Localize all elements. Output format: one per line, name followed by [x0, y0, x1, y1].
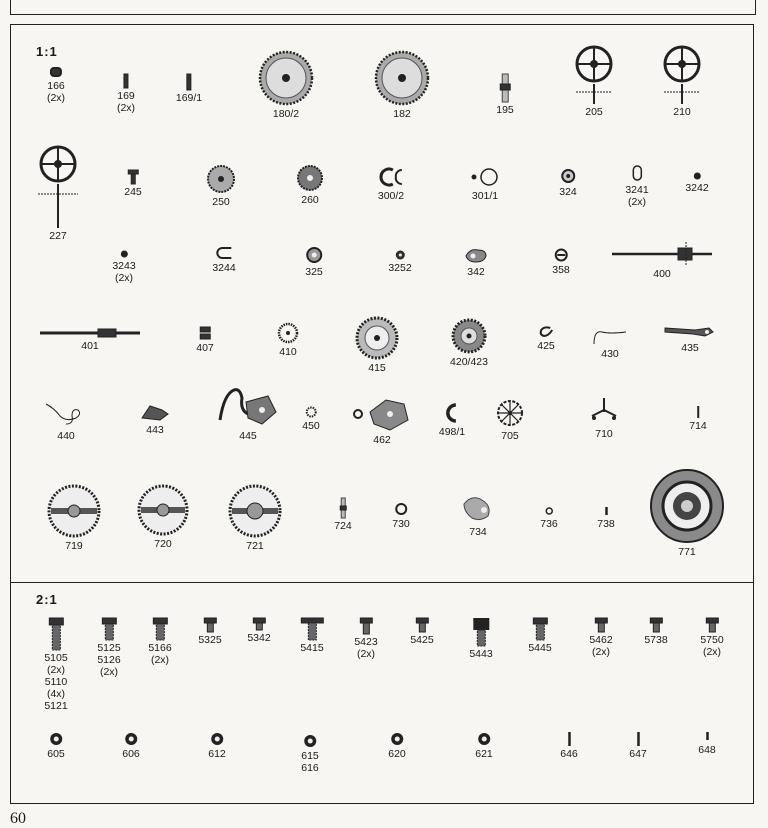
part-719-illustration: [47, 484, 101, 538]
top-frame-edge: [10, 0, 756, 15]
part-705: [495, 398, 525, 442]
part-label: 410: [279, 346, 297, 358]
part-615: [301, 734, 319, 774]
part-label: 615 616: [301, 750, 319, 774]
part-205-illustration: [574, 44, 614, 104]
part-245: [124, 170, 142, 198]
part-166: [47, 66, 65, 104]
part-label: 5415: [300, 642, 324, 654]
part-label: 445: [239, 430, 257, 442]
part-label: 342: [467, 266, 485, 278]
part-358: [552, 248, 570, 276]
part-342-illustration: [464, 246, 488, 264]
part-5445: [528, 618, 551, 654]
part-5423: [354, 618, 377, 660]
part-400-illustration: [612, 242, 712, 266]
part-label: 5425: [410, 634, 434, 646]
part-736-illustration: [544, 506, 554, 516]
part-721-illustration: [228, 484, 282, 538]
part-label: 401: [81, 340, 99, 352]
part-label: 620: [388, 748, 406, 760]
part-3242-illustration: [693, 172, 701, 180]
part-label: 646: [560, 748, 578, 760]
part-498-1-illustration: [442, 402, 462, 424]
part-5415: [300, 618, 323, 654]
part-734-illustration: [462, 494, 494, 524]
part-label: 5166 (2x): [148, 642, 172, 666]
part-label: 621: [475, 748, 493, 760]
part-430-illustration: [592, 326, 628, 346]
part-label: 450: [302, 420, 320, 432]
part-169: [117, 74, 135, 114]
part-label: 724: [334, 520, 352, 532]
part-label: 738: [597, 518, 615, 530]
part-407: [196, 326, 214, 354]
part-label: 5342: [247, 632, 271, 644]
part-label: 435: [681, 342, 699, 354]
part-612: [208, 732, 226, 760]
part-462-illustration: [352, 396, 412, 432]
part-730-illustration: [394, 502, 408, 516]
part-3252: [388, 250, 411, 274]
part-label: 358: [552, 264, 570, 276]
part-621-illustration: [477, 732, 491, 746]
part-300-2: [378, 166, 404, 202]
part-label: 647: [629, 748, 647, 760]
part-210: [662, 44, 702, 118]
part-5166: [148, 618, 171, 666]
part-407-illustration: [199, 326, 211, 340]
part-771: [649, 468, 725, 558]
part-606-illustration: [124, 732, 138, 746]
part-label: 415: [368, 362, 386, 374]
part-195-illustration: [499, 74, 511, 102]
part-label: 612: [208, 748, 226, 760]
part-label: 5125 5126 (2x): [97, 642, 121, 678]
part-445-illustration: [218, 384, 278, 428]
part-5738-illustration: [650, 618, 662, 632]
part-label: 440: [57, 430, 75, 442]
part-label: 5462 (2x): [589, 634, 613, 658]
part-label: 430: [601, 348, 619, 360]
part-648: [698, 732, 716, 756]
part-3242: [685, 172, 708, 194]
part-647-illustration: [635, 732, 641, 746]
part-label: 166 (2x): [46, 80, 66, 104]
part-label: 648: [698, 744, 716, 756]
part-166-illustration: [49, 66, 63, 78]
part-label: 420/423: [450, 356, 488, 368]
part-5425: [410, 618, 433, 646]
part-342: [464, 246, 488, 278]
part-420-423: [450, 318, 488, 368]
part-719: [47, 484, 101, 552]
part-301-1: [470, 166, 500, 202]
part-730: [392, 502, 410, 530]
part-250: [206, 164, 236, 208]
part-462: [352, 396, 412, 446]
part-720-illustration: [137, 484, 189, 536]
part-label: 5445: [528, 642, 552, 654]
part-label: 325: [305, 266, 323, 278]
part-615-illustration: [303, 734, 317, 748]
part-label: 5738: [644, 634, 668, 646]
part-label: 301/1: [471, 190, 499, 202]
part-label: 3252: [388, 262, 412, 274]
part-5342: [247, 618, 270, 644]
part-647: [629, 732, 647, 760]
part-label: 720: [154, 538, 172, 550]
part-5325-illustration: [204, 618, 216, 632]
part-498-1: [439, 402, 465, 438]
part-5462-illustration: [595, 618, 607, 632]
part-label: 210: [673, 106, 691, 118]
part-label: 734: [469, 526, 487, 538]
part-label: 400: [653, 268, 671, 280]
part-label: 3242: [685, 182, 709, 194]
part-182: [374, 50, 430, 120]
part-400: [612, 242, 712, 280]
part-label: 498/1: [438, 426, 466, 438]
part-label: 227: [49, 230, 67, 242]
part-410: [277, 322, 299, 358]
part-415: [355, 316, 399, 374]
part-182-illustration: [374, 50, 430, 106]
part-430: [592, 326, 628, 360]
part-605-illustration: [49, 732, 63, 746]
part-245-illustration: [128, 170, 138, 184]
part-label: 3244: [212, 262, 236, 274]
part-420-423-illustration: [451, 318, 487, 354]
part-label: 205: [585, 106, 603, 118]
part-401-illustration: [40, 328, 140, 338]
part-label: 771: [678, 546, 696, 558]
part-443: [140, 404, 170, 436]
part-3243: [112, 250, 135, 284]
part-label: 324: [559, 186, 577, 198]
part-5125: [97, 618, 120, 678]
part-738-illustration: [603, 506, 609, 516]
part-738: [597, 506, 615, 530]
part-721: [228, 484, 282, 552]
part-5342-illustration: [253, 618, 265, 630]
part-label: 719: [65, 540, 83, 552]
part-435-illustration: [665, 324, 715, 340]
part-227: [38, 144, 78, 242]
part-710-illustration: [590, 398, 618, 426]
part-620: [388, 732, 406, 760]
part-771-illustration: [649, 468, 725, 544]
part-358-illustration: [554, 248, 568, 262]
part-734: [462, 494, 494, 538]
section-scale-1-1: 1:1: [36, 44, 58, 59]
part-5738: [644, 618, 667, 646]
part-324-illustration: [560, 168, 576, 184]
part-label: 407: [196, 342, 214, 354]
part-169-1: [176, 74, 202, 104]
part-label: 721: [246, 540, 264, 552]
page-number: 60: [10, 810, 26, 827]
part-195: [496, 74, 514, 116]
part-label: 5105 (2x) 5110 (4x) 5121: [44, 652, 68, 712]
part-621: [475, 732, 493, 760]
part-label: 5443: [469, 648, 493, 660]
part-710: [590, 398, 618, 440]
part-5415-illustration: [301, 618, 323, 640]
part-646-illustration: [566, 732, 572, 746]
part-5750-illustration: [706, 618, 718, 632]
part-3241: [625, 164, 648, 208]
part-325: [305, 246, 323, 278]
part-210-illustration: [662, 44, 702, 104]
part-250-illustration: [206, 164, 236, 194]
part-440: [44, 400, 88, 442]
part-5105: [44, 618, 67, 712]
part-label: 195: [496, 104, 514, 116]
part-435: [665, 324, 715, 354]
part-5325: [198, 618, 221, 646]
part-724: [334, 498, 352, 532]
part-5105-illustration: [48, 618, 64, 650]
part-714-illustration: [695, 406, 701, 418]
part-180-2-illustration: [258, 50, 314, 106]
part-300-2-illustration: [378, 166, 404, 188]
part-260-illustration: [296, 164, 324, 192]
part-5445-illustration: [533, 618, 547, 640]
part-425: [537, 326, 555, 352]
part-5425-illustration: [416, 618, 428, 632]
part-label: 425: [537, 340, 555, 352]
part-label: 3241 (2x): [625, 184, 649, 208]
part-3243-illustration: [120, 250, 128, 258]
part-5443: [469, 618, 492, 660]
part-325-illustration: [306, 246, 322, 264]
part-3252-illustration: [395, 250, 405, 260]
part-415-illustration: [355, 316, 399, 360]
part-label: 250: [212, 196, 230, 208]
part-450-illustration: [305, 406, 317, 418]
part-label: 705: [501, 430, 519, 442]
part-5462: [589, 618, 612, 658]
part-648-illustration: [704, 732, 710, 742]
part-227-illustration: [38, 144, 78, 228]
part-620-illustration: [390, 732, 404, 746]
part-label: 169/1: [175, 92, 203, 104]
part-5166-illustration: [153, 618, 167, 640]
part-443-illustration: [140, 404, 170, 422]
part-724-illustration: [339, 498, 347, 518]
part-324: [559, 168, 577, 198]
part-label: 5423 (2x): [354, 636, 378, 660]
part-label: 605: [47, 748, 65, 760]
section-scale-2-1: 2:1: [36, 592, 58, 607]
part-5750: [700, 618, 723, 658]
part-label: 260: [301, 194, 319, 206]
part-736: [540, 506, 558, 530]
part-720: [137, 484, 189, 550]
part-label: 182: [393, 108, 411, 120]
part-260: [296, 164, 324, 206]
part-169-illustration: [122, 74, 130, 88]
section-divider: [10, 582, 754, 583]
part-label: 714: [689, 420, 707, 432]
part-646: [560, 732, 578, 760]
part-label: 169 (2x): [116, 90, 136, 114]
part-705-illustration: [495, 398, 525, 428]
part-612-illustration: [210, 732, 224, 746]
part-label: 736: [540, 518, 558, 530]
part-169-1-illustration: [185, 74, 193, 90]
part-5423-illustration: [360, 618, 372, 634]
part-3244: [212, 246, 235, 274]
part-5125-illustration: [102, 618, 116, 640]
part-3241-illustration: [631, 164, 643, 182]
part-5443-illustration: [473, 618, 489, 646]
part-label: 5325: [198, 634, 222, 646]
part-410-illustration: [277, 322, 299, 344]
part-label: 180/2: [272, 108, 300, 120]
part-401: [40, 328, 140, 352]
part-label: 606: [122, 748, 140, 760]
part-label: 300/2: [377, 190, 405, 202]
part-label: 5750 (2x): [700, 634, 724, 658]
part-label: 710: [595, 428, 613, 440]
part-606: [122, 732, 140, 760]
part-label: 443: [146, 424, 164, 436]
part-450: [302, 406, 320, 432]
part-605: [47, 732, 65, 760]
part-label: 730: [392, 518, 410, 530]
part-205: [574, 44, 614, 118]
part-label: 245: [124, 186, 142, 198]
part-425-illustration: [538, 326, 554, 338]
part-180-2: [258, 50, 314, 120]
part-445: [218, 384, 278, 442]
part-714: [689, 406, 707, 432]
part-3244-illustration: [216, 246, 232, 260]
part-301-1-illustration: [470, 166, 500, 188]
part-label: 462: [373, 434, 391, 446]
part-label: 3243 (2x): [112, 260, 136, 284]
part-440-illustration: [44, 400, 88, 428]
